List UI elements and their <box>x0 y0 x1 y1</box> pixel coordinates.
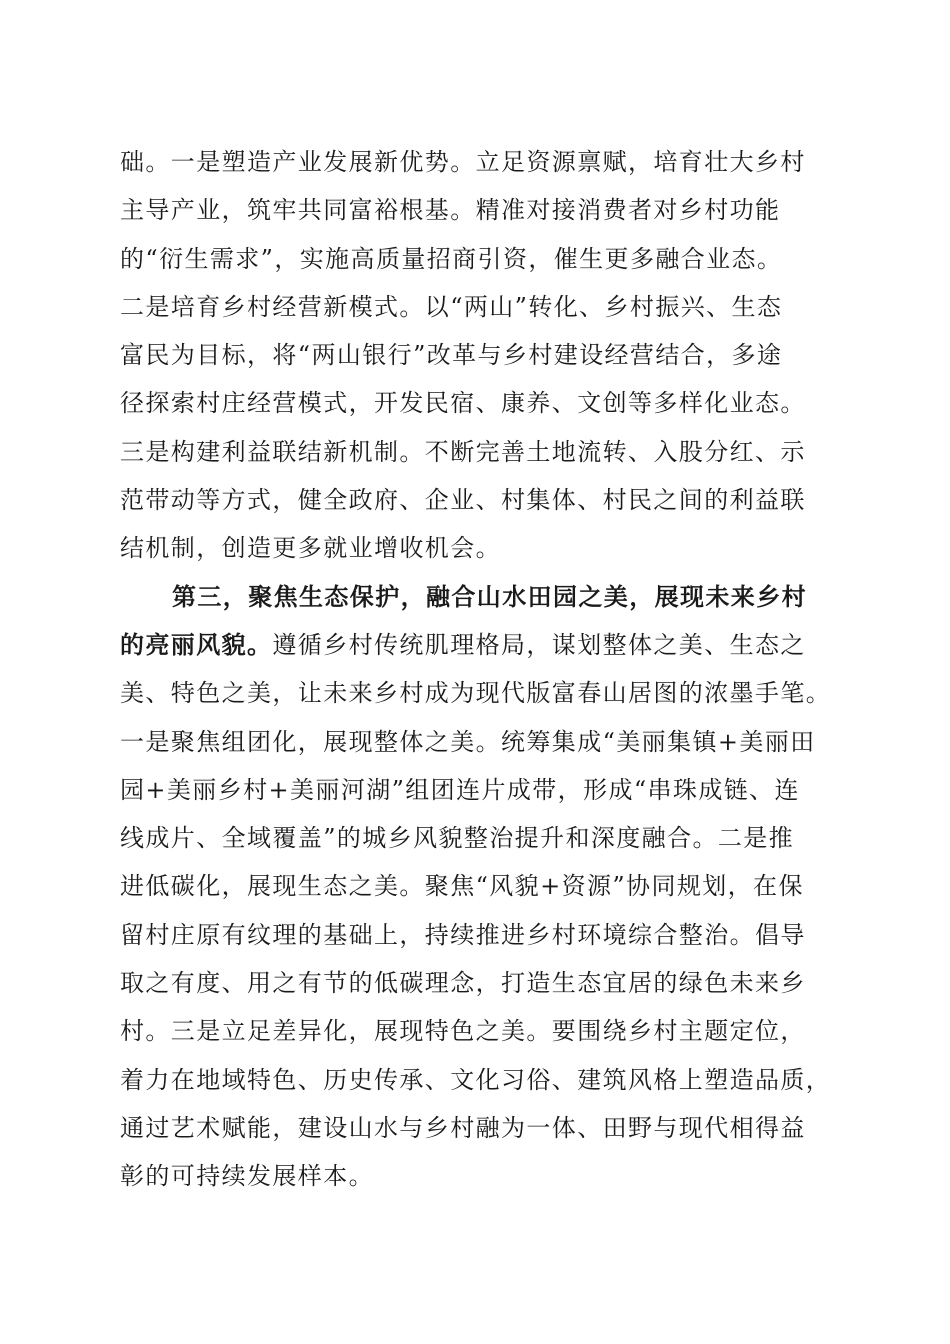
text-line: 础。一是塑造产业发展新优势。立足资源禀赋，培育壮大乡村 <box>120 148 806 176</box>
text-line <box>120 621 840 669</box>
text-line: 径探索村庄经营模式，开发民宿、康养、文创等多样化业态。 <box>120 389 806 418</box>
paragraph-1 <box>120 138 840 573</box>
text-line: 彰的可持续发展样本。 <box>120 1162 374 1191</box>
paragraph-heading-end: 的亮丽风貌。 <box>120 629 273 659</box>
paragraph-heading: 第三，聚焦生态保护，融合山水田园之美，展现未来乡村 <box>172 581 807 611</box>
paragraph-2 <box>120 573 840 1201</box>
text-line: 结机制，创造更多就业增收机会。 <box>120 534 501 563</box>
text-line: 进低碳化，展现生态之美。聚焦“风貌+资源”协同规划，在保 <box>120 872 804 901</box>
text-line: 线成片、全域覆盖”的城乡风貌整治提升和深度融合。二是推 <box>120 824 795 853</box>
text-line: 的“衍生需求”，实施高质量招商引资，催生更多融合业态。 <box>120 244 783 273</box>
document-body <box>120 138 840 1201</box>
text-segment: 遵循乡村传统肌理格局，谋划整体之美、生态之 <box>272 630 806 659</box>
text-line: 富民为目标，将“两山银行”改革与乡村建设经营结合，多途 <box>120 341 783 370</box>
text-line: 范带动等方式，健全政府、企业、村集体、村民之间的利益联 <box>120 486 806 515</box>
text-line: 三是构建利益联结新机制。不断完善土地流转、入股分红、示 <box>120 437 806 466</box>
text-line: 留村庄原有纹理的基础上，持续推进乡村环境综合整治。倡导 <box>120 920 806 949</box>
text-line: 村。三是立足差异化，展现特色之美。要围绕乡村主题定位， <box>120 1017 806 1046</box>
text-line: 取之有度、用之有节的低碳理念，打造生态宜居的绿色未来乡 <box>120 969 806 998</box>
text-line: 园+美丽乡村+美丽河湖”组团连片成带，形成“串珠成链、连 <box>120 775 800 804</box>
text-line: 二是培育乡村经营新模式。以“两山”转化、乡村振兴、生态 <box>120 292 783 321</box>
text-line: 着力在地域特色、历史传承、文化习俗、建筑风格上塑造品质， <box>120 1065 832 1094</box>
text-line: 一是聚焦组团化，展现整体之美。统筹集成“美丽集镇+美丽田 <box>120 727 816 756</box>
text-line: 美、特色之美，让未来乡村成为现代版富春山居图的浓墨手笔。 <box>120 679 832 708</box>
text-line: 通过艺术赋能，建设山水与乡村融为一体、田野与现代相得益 <box>120 1113 806 1142</box>
text-line: 主导产业，筑牢共同富裕根基。精准对接消费者对乡村功能 <box>120 196 781 225</box>
